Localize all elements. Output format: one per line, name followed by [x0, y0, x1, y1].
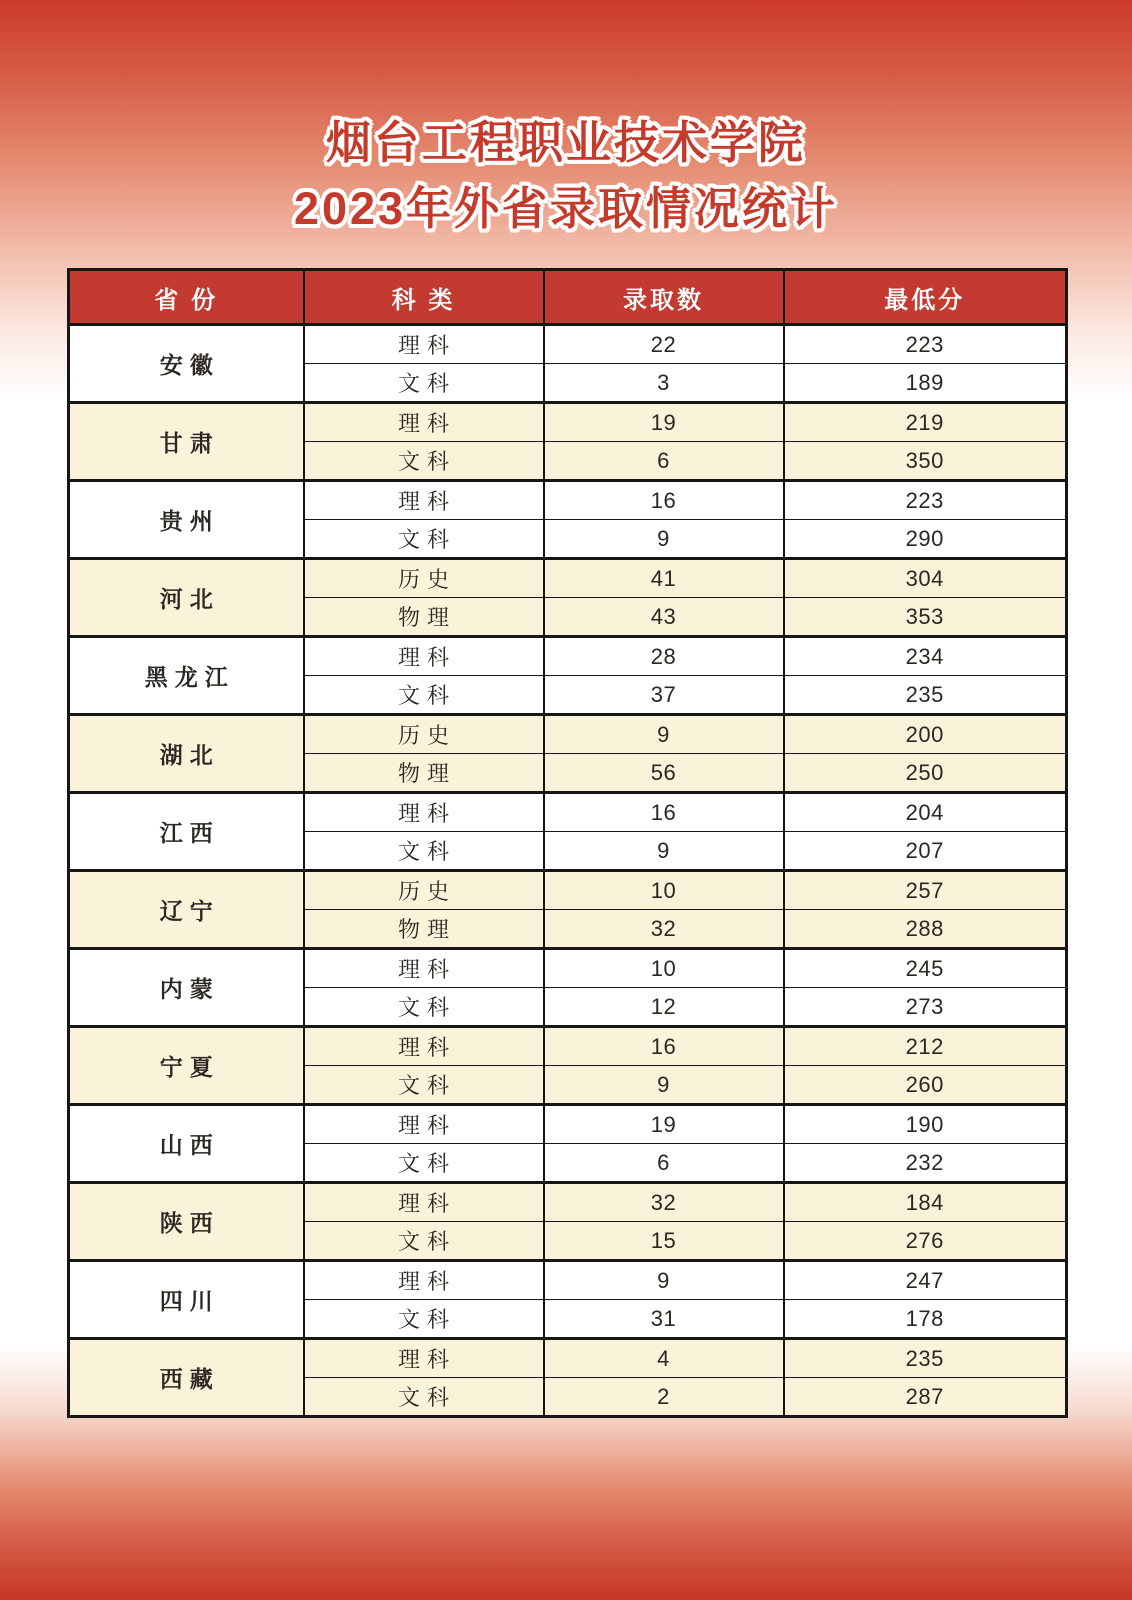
table-row	[69, 1339, 1067, 1378]
min-score-cell: 290	[784, 520, 1067, 559]
subject-cell: 文科	[304, 1222, 544, 1261]
province-cell: 山西	[69, 1105, 304, 1183]
table-row	[69, 715, 1067, 754]
subject-cell: 物理	[304, 598, 544, 637]
count-cell: 31	[544, 1300, 784, 1339]
subject-cell: 理科	[304, 1339, 544, 1378]
count-cell: 19	[544, 1105, 784, 1144]
subject-cell: 文科	[304, 1378, 544, 1417]
subject-cell: 文科	[304, 676, 544, 715]
count-cell: 28	[544, 637, 784, 676]
count-cell: 9	[544, 1261, 784, 1300]
min-score-cell: 204	[784, 793, 1067, 832]
subject-cell: 理科	[304, 1105, 544, 1144]
min-score-cell: 257	[784, 871, 1067, 910]
min-score-cell: 223	[784, 481, 1067, 520]
table-row	[69, 793, 1067, 832]
table-row	[69, 1027, 1067, 1066]
min-score-cell: 245	[784, 949, 1067, 988]
count-cell: 4	[544, 1339, 784, 1378]
table-row	[69, 637, 1067, 676]
subject-cell: 理科	[304, 481, 544, 520]
min-score-cell: 304	[784, 559, 1067, 598]
subject-cell: 文科	[304, 1300, 544, 1339]
table-row	[69, 481, 1067, 520]
province-cell: 江西	[69, 793, 304, 871]
province-cell: 辽宁	[69, 871, 304, 949]
min-score-cell: 350	[784, 442, 1067, 481]
subject-cell: 历史	[304, 871, 544, 910]
province-cell: 贵州	[69, 481, 304, 559]
min-score-cell: 235	[784, 676, 1067, 715]
subject-cell: 物理	[304, 754, 544, 793]
header-min-score: 最低分	[784, 270, 1067, 325]
count-cell: 56	[544, 754, 784, 793]
subject-cell: 理科	[304, 1183, 544, 1222]
table-row	[69, 403, 1067, 442]
count-cell: 9	[544, 1066, 784, 1105]
subject-cell: 文科	[304, 832, 544, 871]
table-header-row	[69, 270, 1067, 325]
subject-cell: 文科	[304, 364, 544, 403]
min-score-cell: 276	[784, 1222, 1067, 1261]
province-cell: 安徽	[69, 325, 304, 403]
count-cell: 3	[544, 364, 784, 403]
count-cell: 15	[544, 1222, 784, 1261]
subject-cell: 历史	[304, 559, 544, 598]
province-cell: 黑龙江	[69, 637, 304, 715]
min-score-cell: 184	[784, 1183, 1067, 1222]
count-cell: 10	[544, 949, 784, 988]
count-cell: 43	[544, 598, 784, 637]
count-cell: 6	[544, 1144, 784, 1183]
subject-cell: 理科	[304, 1261, 544, 1300]
subject-cell: 理科	[304, 403, 544, 442]
table-row	[69, 1261, 1067, 1300]
count-cell: 2	[544, 1378, 784, 1417]
subject-cell: 文科	[304, 1066, 544, 1105]
subject-cell: 文科	[304, 1144, 544, 1183]
subject-cell: 理科	[304, 325, 544, 364]
min-score-cell: 273	[784, 988, 1067, 1027]
subject-cell: 理科	[304, 793, 544, 832]
count-cell: 10	[544, 871, 784, 910]
count-cell: 9	[544, 520, 784, 559]
subject-cell: 文科	[304, 442, 544, 481]
subject-cell: 理科	[304, 637, 544, 676]
admissions-table	[67, 268, 1068, 1418]
min-score-cell: 219	[784, 403, 1067, 442]
province-cell: 内蒙	[69, 949, 304, 1027]
min-score-cell: 212	[784, 1027, 1067, 1066]
min-score-cell: 353	[784, 598, 1067, 637]
table-row	[69, 1183, 1067, 1222]
table-row	[69, 1105, 1067, 1144]
min-score-cell: 234	[784, 637, 1067, 676]
min-score-cell: 178	[784, 1300, 1067, 1339]
count-cell: 16	[544, 1027, 784, 1066]
province-cell: 甘肃	[69, 403, 304, 481]
header-province: 省 份	[69, 270, 304, 325]
count-cell: 22	[544, 325, 784, 364]
page-title-line1: 烟台工程职业技术学院	[325, 117, 806, 168]
page-title-line2: 2023年外省录取情况统计	[293, 183, 839, 234]
min-score-cell: 250	[784, 754, 1067, 793]
min-score-cell: 189	[784, 364, 1067, 403]
subject-cell: 文科	[304, 988, 544, 1027]
min-score-cell: 207	[784, 832, 1067, 871]
count-cell: 32	[544, 1183, 784, 1222]
table-row	[69, 325, 1067, 364]
province-cell: 湖北	[69, 715, 304, 793]
table-row	[69, 871, 1067, 910]
count-cell: 32	[544, 910, 784, 949]
count-cell: 16	[544, 481, 784, 520]
min-score-cell: 190	[784, 1105, 1067, 1144]
subject-cell: 物理	[304, 910, 544, 949]
min-score-cell: 223	[784, 325, 1067, 364]
province-cell: 宁夏	[69, 1027, 304, 1105]
subject-cell: 历史	[304, 715, 544, 754]
min-score-cell: 232	[784, 1144, 1067, 1183]
min-score-cell: 288	[784, 910, 1067, 949]
province-cell: 陕西	[69, 1183, 304, 1261]
count-cell: 37	[544, 676, 784, 715]
min-score-cell: 260	[784, 1066, 1067, 1105]
count-cell: 9	[544, 832, 784, 871]
count-cell: 9	[544, 715, 784, 754]
province-cell: 西藏	[69, 1339, 304, 1417]
table-row	[69, 559, 1067, 598]
count-cell: 41	[544, 559, 784, 598]
count-cell: 19	[544, 403, 784, 442]
subject-cell: 理科	[304, 949, 544, 988]
page-title	[0, 110, 1132, 242]
table-row	[69, 949, 1067, 988]
subject-cell: 文科	[304, 520, 544, 559]
min-score-cell: 287	[784, 1378, 1067, 1417]
min-score-cell: 235	[784, 1339, 1067, 1378]
min-score-cell: 247	[784, 1261, 1067, 1300]
province-cell: 河北	[69, 559, 304, 637]
count-cell: 16	[544, 793, 784, 832]
count-cell: 12	[544, 988, 784, 1027]
count-cell: 6	[544, 442, 784, 481]
header-count: 录取数	[544, 270, 784, 325]
subject-cell: 理科	[304, 1027, 544, 1066]
province-cell: 四川	[69, 1261, 304, 1339]
header-subject: 科 类	[304, 270, 544, 325]
min-score-cell: 200	[784, 715, 1067, 754]
